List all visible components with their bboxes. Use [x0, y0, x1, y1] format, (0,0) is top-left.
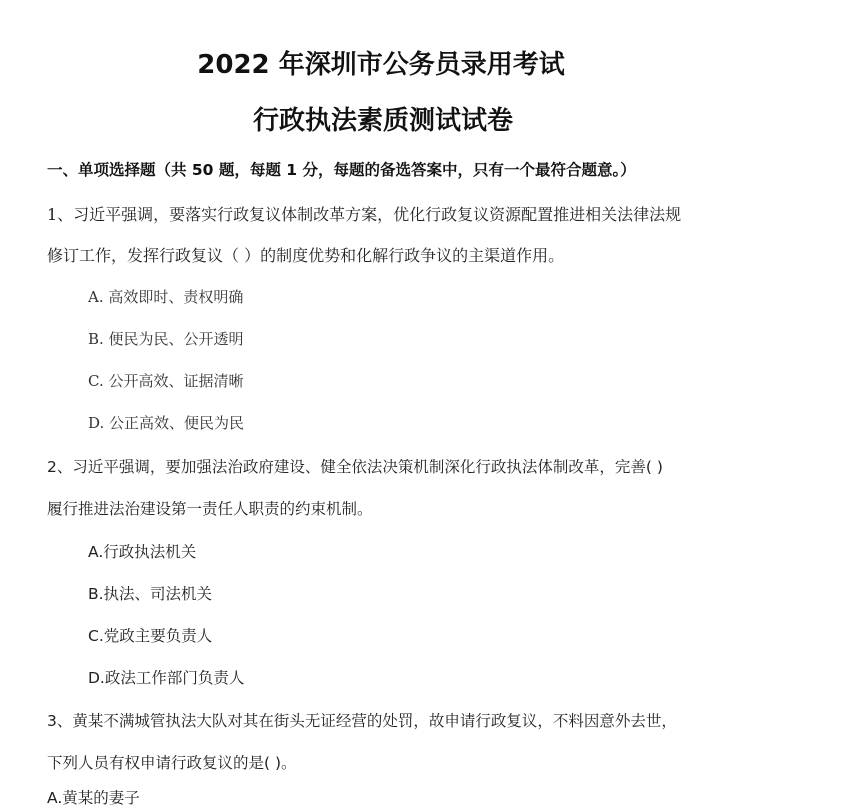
question-1-line-2: 修订工作，发挥行政复议（ ）的制度优势和化解行政争议的主渠道作用。: [47, 246, 565, 265]
question-1-option-c: C. 公开高效、证据清晰: [88, 372, 244, 390]
question-1-option-d: D. 公正高效、便民为民: [88, 414, 245, 432]
question-2-option-c: C.党政主要负责人: [88, 627, 213, 645]
document-subtitle: 行政执法素质测试试卷: [252, 106, 513, 136]
question-2-line-2: 履行推进法治建设第一责任人职责的约束机制。: [47, 500, 373, 518]
question-3-option-a-partial: A.黄某的妻子: [47, 789, 140, 807]
question-2-option-d: D.政法工作部门负责人: [88, 669, 245, 687]
question-2-option-b: B.执法、司法机关: [88, 585, 213, 603]
question-1-line-1: 1、习近平强调，要落实行政复议体制改革方案，优化行政复议资源配置推进相关法律法规: [47, 205, 682, 224]
question-1-option-b: B. 便民为民、公开透明: [88, 330, 244, 348]
question-3-line-2: 下列人员有权申请行政复议的是( )。: [47, 754, 297, 772]
question-3-line-1: 3、黄某不满城管执法大队对其在街头无证经营的处罚，故申请行政复议，不料因意外去世，: [47, 712, 677, 730]
section-heading: 一、单项选择题（共 50 题，每题 1 分，每题的备选答案中，只有一个最符合题意。）: [47, 161, 636, 179]
question-2-option-a: A.行政执法机关: [88, 543, 197, 561]
document-title: 2022 年深圳市公务员录用考试: [197, 50, 565, 80]
question-2-line-1: 2、习近平强调，要加强法治政府建设、健全依法决策机制深化行政执法体制改革，完善( ): [47, 458, 663, 476]
question-1-option-a: A. 高效即时、责权明确: [88, 288, 244, 306]
